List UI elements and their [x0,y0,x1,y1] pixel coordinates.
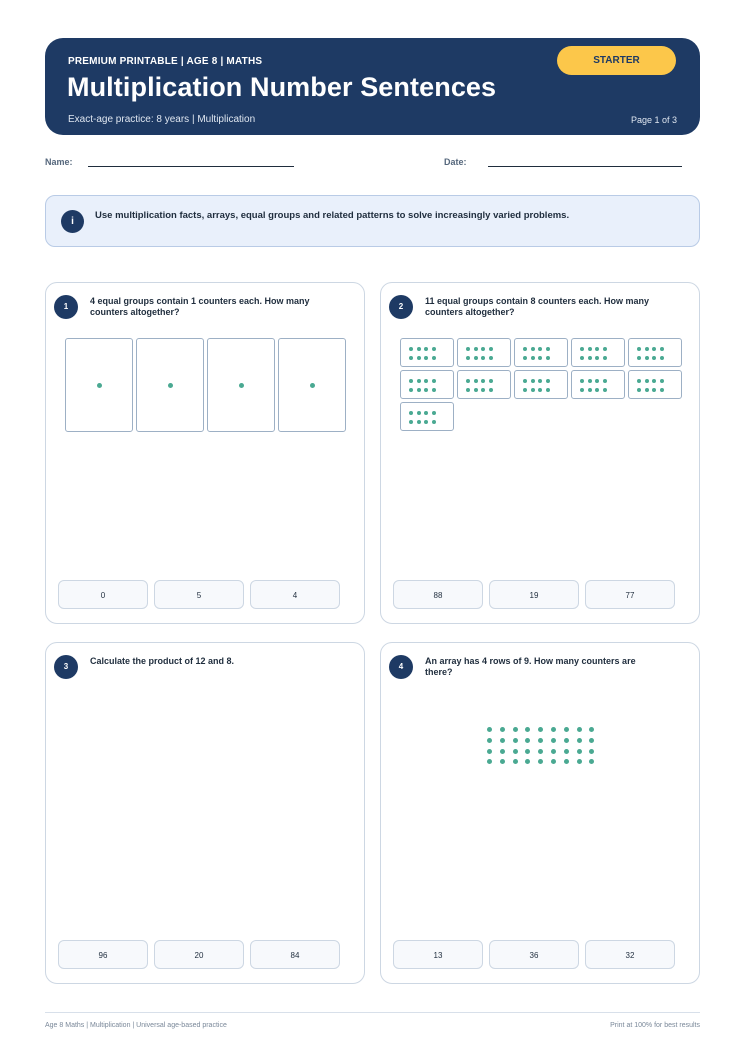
counter [531,347,535,351]
counter [409,347,413,351]
counter [580,347,584,351]
answer-option[interactable]: 4 [250,580,340,609]
counter [546,356,550,360]
group-box [628,370,682,399]
counter [409,379,413,383]
array-counter [513,738,518,743]
counter [652,379,656,383]
array-counter [551,749,556,754]
counter [523,347,527,351]
counter [645,388,649,392]
group-box [136,338,204,432]
counter [546,379,550,383]
array-counter [525,738,530,743]
answer-options [393,940,689,970]
array-counter [500,727,505,732]
array-counter [538,727,543,732]
counter [546,347,550,351]
array-counter [577,738,582,743]
question-text: Calculate the product of 12 and 8. [90,656,235,666]
counter [523,388,527,392]
array-counter [487,749,492,754]
question-card-2 [380,282,700,624]
header-kicker: PREMIUM PRINTABLE | AGE 8 | MATHS [68,56,263,67]
counter [546,388,550,392]
array-counter [577,759,582,764]
level-badge: STARTER [557,46,676,75]
group-box [400,338,454,367]
counter [660,347,664,351]
page-indicator: Page 1 of 3 [630,115,677,125]
array-counter [564,738,569,743]
group-box [65,338,133,432]
answer-option[interactable]: 0 [58,580,148,609]
header-subtitle: Exact-age practice: 8 years | Multiplication [68,114,256,125]
date-label: Date: [444,157,467,167]
counter [97,383,102,388]
counter [588,388,592,392]
counter [474,347,478,351]
counter [417,388,421,392]
question-number: 4 [389,655,413,679]
date-field[interactable] [488,166,682,167]
array-counter [551,727,556,732]
counter [523,379,527,383]
array-counter [564,749,569,754]
answer-options [58,580,354,610]
counter [489,379,493,383]
name-label: Name: [45,157,73,167]
array-counter [487,738,492,743]
array-counter [589,727,594,732]
counter [424,411,428,415]
group-box [400,370,454,399]
question-text: An array has 4 rows of 9. How many counters are there? [425,656,636,677]
array-counter [551,759,556,764]
counter [424,379,428,383]
question-number: 2 [389,295,413,319]
counter [645,347,649,351]
counter [466,388,470,392]
group-box [278,338,346,432]
array-counter [589,749,594,754]
question-text: 4 equal groups contain 1 counters each. How many counters altogether? [90,296,310,317]
counter [660,356,664,360]
counter [432,420,436,424]
question-number: 3 [54,655,78,679]
array-counter [577,749,582,754]
array-counter [589,759,594,764]
counter [652,388,656,392]
array-counter [551,738,556,743]
question-text: 11 equal groups contain 8 counters each. How many counters altogether? [425,296,650,317]
answer-option[interactable]: 36 [489,940,579,969]
counter [652,356,656,360]
counter [409,420,413,424]
array-counter [538,749,543,754]
counter [481,379,485,383]
counter [523,356,527,360]
counter [481,356,485,360]
group-box [207,338,275,432]
counter [538,379,542,383]
group-box [400,402,454,431]
counter [531,356,535,360]
array-counter [538,759,543,764]
question-card-1 [45,282,365,624]
group-box [628,338,682,367]
array-counter [513,749,518,754]
counter [466,347,470,351]
counter [489,388,493,392]
print-note: Print at 100% for best results [610,1022,700,1029]
question-number: 1 [54,295,78,319]
counter [652,347,656,351]
array-counter [538,738,543,743]
question-card-4 [380,642,700,984]
counter [417,356,421,360]
counter [595,347,599,351]
counter [424,347,428,351]
array-counter [487,727,492,732]
instructions-text: Use multiplication facts, arrays, equal groups and related patterns to solve increasingly varied problems. [95,210,570,221]
counter [580,388,584,392]
counter [424,356,428,360]
counter [474,356,478,360]
counter [239,383,244,388]
name-field[interactable] [88,166,294,167]
footer-caption: Age 8 Maths | Multiplication | Universal age-based practice [45,1022,227,1029]
answer-option[interactable]: 19 [489,580,579,609]
page-title: Multiplication Number Sentences [67,72,497,102]
counter [481,388,485,392]
counter [538,347,542,351]
counter [603,356,607,360]
counter [637,347,641,351]
answer-option[interactable]: 5 [154,580,244,609]
counter [432,356,436,360]
counter [432,379,436,383]
counter [660,379,664,383]
array-counter [487,759,492,764]
counter [538,356,542,360]
counter [580,379,584,383]
answer-options [393,580,689,610]
counter [603,379,607,383]
array-counter [564,759,569,764]
counter [417,411,421,415]
array-counter [500,738,505,743]
instructions-box [45,195,700,247]
counter [588,347,592,351]
counter [637,379,641,383]
counter [637,356,641,360]
answer-option[interactable]: 77 [585,580,675,609]
counter [481,347,485,351]
counter [432,411,436,415]
array-counter [525,727,530,732]
counter [603,347,607,351]
array-counter [513,727,518,732]
counter [603,388,607,392]
array-counter [589,738,594,743]
group-box [514,338,568,367]
answer-option[interactable]: 88 [393,580,483,609]
array-counter [577,727,582,732]
group-box [571,338,625,367]
counter [637,388,641,392]
counter [531,379,535,383]
counter [409,388,413,392]
answer-options [58,940,354,970]
counter [310,383,315,388]
counter [538,388,542,392]
array-counter [513,759,518,764]
counter [531,388,535,392]
info-icon: i [61,210,84,233]
group-box [571,370,625,399]
counter [588,356,592,360]
counter [474,379,478,383]
counter [466,379,470,383]
counter [432,347,436,351]
counter [424,420,428,424]
counter [595,356,599,360]
counter [588,379,592,383]
worksheet-header [45,38,700,135]
counter [168,383,173,388]
answer-option[interactable]: 84 [250,940,340,969]
answer-option[interactable]: 32 [585,940,675,969]
counter [595,388,599,392]
group-box [514,370,568,399]
array-counter [525,759,530,764]
counter [580,356,584,360]
footer-divider [45,1012,700,1013]
answer-option[interactable]: 13 [393,940,483,969]
array-counter [564,727,569,732]
group-box [457,338,511,367]
array-counter [500,749,505,754]
question-card-3 [45,642,365,984]
counter [595,379,599,383]
counter [417,420,421,424]
counter [432,388,436,392]
counter [417,347,421,351]
counter [489,347,493,351]
array-counter [500,759,505,764]
counter [417,379,421,383]
counter [489,356,493,360]
counter [409,356,413,360]
counter [660,388,664,392]
counter [424,388,428,392]
counter [645,356,649,360]
counter [474,388,478,392]
counter [466,356,470,360]
answer-option[interactable]: 20 [154,940,244,969]
counter [645,379,649,383]
group-box [457,370,511,399]
array-counter [525,749,530,754]
answer-option[interactable]: 96 [58,940,148,969]
counter [409,411,413,415]
